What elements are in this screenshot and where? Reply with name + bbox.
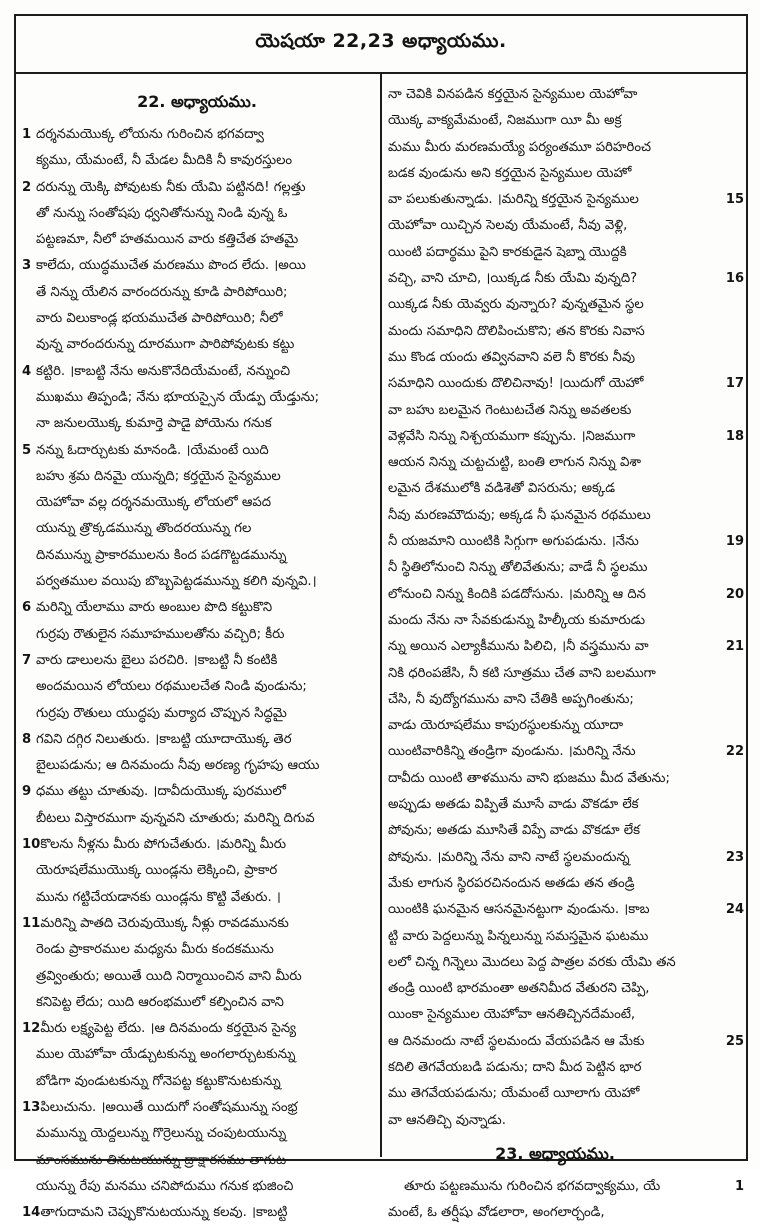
text-line xyxy=(22,359,372,385)
text-line: కదిలి తెగవేయబడి పడును; దాని మీద పెట్టిన భార xyxy=(388,1059,642,1075)
text-line: లలో చిన్న గిన్నెలు మొదలు పెద్ద పాత్రల వరకు యేమి తన xyxy=(388,954,676,970)
verse-number xyxy=(724,319,744,345)
text-line: తూరు పట్టణమును గురించిన భగవద్వాక్యము, యే xyxy=(404,1178,661,1194)
text-line xyxy=(22,306,372,332)
right-column-text xyxy=(388,82,722,1134)
line-text: వున్న వారందరున్ను దూరముగా పారిపోవుటకు కట్టు xyxy=(36,337,295,353)
text-line xyxy=(22,727,372,753)
text-line: న్ను అయిన ఎల్యాకీమును పిలిచి, ।నీ వస్త్రమును వా xyxy=(388,639,649,655)
text-line xyxy=(22,911,372,937)
verse-number xyxy=(724,398,744,424)
text-line: యెహోవా యిచ్చిన సెలవు యేమంటే, నీవు వెళ్లి, xyxy=(388,218,628,234)
verse-number: 17 xyxy=(725,376,744,392)
right-column-text-2 xyxy=(388,1174,722,1226)
verse-number: 16 xyxy=(725,271,744,287)
text-line: నీ స్థితిలోనుంచి నిన్ను తోలివేతును; వాడే నీ స్థలము xyxy=(388,560,648,576)
text-line xyxy=(22,1016,372,1042)
text-line: వెళ్లవేసి నిన్ను నిశ్చయముగా కప్పును. ।నిజముగా xyxy=(388,428,636,444)
verse-number xyxy=(724,976,744,1002)
line-text: ముఖము తిప్పండి; నేను భూయస్సైన యేడ్పు యేడ్తును; xyxy=(36,389,320,405)
text-line: మము మీరు మరణమయ్యే పర్యంతమూ పరిహరించ xyxy=(388,139,652,155)
verse-number xyxy=(724,766,744,792)
line-text: మీరు లక్ష్యపెట్ట లేదు. ।ఆ దినమందు కర్తయైన సైన్య xyxy=(40,1021,297,1037)
text-line: ఆ దినమందు నాటే స్థలమందు వేయపడిన ఆ మేకు xyxy=(388,1033,645,1049)
line-text: రెండు ప్రాకారముల మధ్యను మీరు కందకమును xyxy=(36,942,274,958)
text-line xyxy=(22,490,372,516)
text-line: తండ్రి యింటి భారమంతా అతనిమీద వేతురని చెప్పి, xyxy=(388,981,650,997)
text-line: నికి ధరింపజేసి, నీ కటి సూత్రము చేత వాని బలముగా xyxy=(388,665,656,681)
text-line: యిక్కడ నీకు యెవ్వరు వున్నారు? వున్నతమైన స్థల xyxy=(388,297,644,313)
text-line: యింటికి ఘనమైన ఆసనమైనట్టుగా వుండును. ।కాబ xyxy=(388,902,650,918)
text-line xyxy=(22,779,372,805)
line-text: కట్టిరి. ।కాబట్టి నేను అనుకొనేదియేమంటే, నన్నుంచి xyxy=(36,363,291,379)
text-line xyxy=(22,201,372,227)
line-text: పిలుచును. ।అయితే యిదుగో సంతోషమున్ను సంభ్ర xyxy=(40,1099,298,1115)
text-line xyxy=(22,990,372,1016)
line-text: ముల యెహోవా యేడ్చుటకున్ను అంగలార్చుటకున్ను xyxy=(36,1047,296,1063)
text-line xyxy=(22,1200,372,1226)
text-line xyxy=(22,595,372,621)
text-line: వా ఆనతిచ్చి వున్నాడు. xyxy=(388,1112,506,1128)
line-text: దరున్ను యెక్కి పోవుటకు నీకు యేమి పట్టినది! గల్లత్తు xyxy=(36,179,306,195)
line-text: కనిపెట్ట లేదు; యిది ఆరంభములో కల్పించిన వాని xyxy=(36,994,284,1010)
line-text: తో నున్ను సంతోషపు ధ్వనితోనున్ను నిండి వున్న ఓ xyxy=(36,205,288,221)
text-line xyxy=(22,516,372,542)
text-line xyxy=(22,438,372,464)
verse-number: 22 xyxy=(725,744,744,760)
text-line xyxy=(22,122,372,148)
text-line: మందు నేను నా సేవకుడున్ను హిల్కీయ కుమారుడు xyxy=(388,612,646,628)
text-line xyxy=(22,701,372,727)
line-text: దినమున్ను ప్రాకారములను కింద పడగొట్టడమున్ను xyxy=(36,547,287,563)
text-line xyxy=(22,937,372,963)
text-line xyxy=(22,753,372,779)
verse-number xyxy=(724,450,744,476)
text-line: నా చెవికి వినపడిన కర్తయైన సైన్యముల యెహోవా xyxy=(388,87,638,102)
text-line: ట్టి వారు పెద్దలున్ను పిన్నలున్ను సమస్తమైన ఘటము xyxy=(388,928,649,944)
text-line xyxy=(22,648,372,674)
line-text: గవిని దగ్గిర నిలుతురు. ।కాబట్టి యూదాయొక్క తెర xyxy=(36,731,292,747)
line-text: ధము తట్టు చూతువు. ।దావీదుయొక్క పురములో xyxy=(36,784,286,800)
verse-number: 25 xyxy=(725,1033,744,1049)
line-text: యెహోవా వల్ల దర్శనమయొక్క లోయలో ఆపద xyxy=(36,495,272,511)
verse-number: 11 xyxy=(22,915,41,931)
text-line: యింకా సైన్యముల యెహోవా ఆనతిచ్చినదేమంటే, xyxy=(388,1007,636,1023)
verse-number xyxy=(724,108,744,134)
text-line xyxy=(22,1148,372,1174)
column-divider xyxy=(380,74,382,1157)
verse-number: 20 xyxy=(725,586,744,602)
line-text: పట్టణమా, నీలో హతమయిన వారు కత్తిచేత హతమై xyxy=(36,232,299,248)
text-line: నీ యజమాని యింటికి సిగ్గుగా అగుపడును. ।నేను xyxy=(388,534,639,550)
verse-number: 3 xyxy=(22,258,32,274)
verse-number xyxy=(724,1108,744,1134)
text-line: యింటివారికిన్ని తండ్రిగా వుండును. ।మరిన్ని నేను xyxy=(388,744,636,760)
text-line: మంటే, ఓ తర్షీషు వోడలారా, అంగలార్చండి, xyxy=(388,1205,605,1221)
page-header: యెషయా 22,23 అధ్యాయము. xyxy=(14,14,748,74)
verse-number xyxy=(724,240,744,266)
line-text: యెరూషలేముయొక్క యిండ్లను లెక్కించి, ప్రాకార xyxy=(36,863,278,879)
line-text: పర్వతముల వయిపు బొబ్బపెట్టడమున్ను కలిగి వున్నవి.। xyxy=(36,574,317,590)
verse-number: 9 xyxy=(22,784,32,800)
verse-number: 24 xyxy=(725,902,744,918)
verse-number: 8 xyxy=(22,731,32,747)
verse-number: 7 xyxy=(22,652,32,668)
verse-number xyxy=(724,792,744,818)
line-text: త్రవ్వింతురు; అయితే యిది నిర్మాయించిన వాని మీరు xyxy=(36,968,302,984)
left-column xyxy=(22,82,372,1221)
text-line xyxy=(22,175,372,201)
text-line: వచ్చి, వాని చూచి, ।యిక్కడ నీకు యేమి వున్నది? xyxy=(388,271,638,287)
text-line xyxy=(22,858,372,884)
line-text: యున్ను రేపు మనము చనిపోదుము గనుక భుజించి xyxy=(36,1178,294,1194)
text-line xyxy=(22,806,372,832)
line-text: బోడిగా వుండుటకున్ను గోనెపట్ట కట్టుకొనుటకున్ను xyxy=(36,1073,281,1089)
text-line: ము తెగవేయపడును; యేమంటే యీలాగు యెహో xyxy=(388,1086,640,1102)
text-line: మేకు లాగున స్థిరపరచినందున అతడు తన తండ్రి xyxy=(388,875,635,891)
verse-number: 12 xyxy=(22,1021,41,1037)
verse-number: 23 xyxy=(725,849,744,865)
text-line xyxy=(22,227,372,253)
line-text: మును గట్టిచేయడానకు యిండ్లను కొట్టి వేతురు. । xyxy=(36,889,281,905)
text-line: బడక వుండును అని కర్తయైన సైన్యముల యెహో xyxy=(388,165,632,181)
verse-number xyxy=(724,345,744,371)
verse-number: 19 xyxy=(725,534,744,550)
text-line: పోవును. ।మరిన్ని నేను వాని నాటే స్థలమందున్న xyxy=(388,849,630,865)
chapter-heading-2: 23. అధ్యాయము. xyxy=(495,1143,615,1163)
text-line xyxy=(22,385,372,411)
text-line: మందు సమాధిని దొలిపించుకొని; తన కొరకు నివాస xyxy=(388,323,645,339)
text-line xyxy=(22,253,372,279)
line-text: మరిన్ని యేలాము వారు అంబుల పొది కట్టుకొని xyxy=(36,600,273,616)
text-line: లోనుంచి నిన్ను కిందికి పడదోసును. ।మరిన్ని ఆ దిన xyxy=(388,586,646,602)
text-line xyxy=(22,1095,372,1121)
right-column xyxy=(388,82,722,1221)
text-line: సమాధిని యిందుకు దొలిచినావు! ।యిదుగో యెహో xyxy=(388,376,644,392)
line-text: కాలేదు, యుద్ధముచేత మరణము పొంద లేదు. ।అయి xyxy=(36,258,306,274)
verse-number xyxy=(724,713,744,739)
text-line xyxy=(22,1121,372,1147)
verse-number xyxy=(724,1002,744,1028)
text-line: ము కొండ యందు తవ్వినవాని వలె నీ కొరకు నీవు xyxy=(388,349,636,365)
text-line xyxy=(22,148,372,174)
text-line xyxy=(22,569,372,595)
verse-number: 5 xyxy=(22,442,32,458)
verse-number xyxy=(724,82,744,108)
text-line xyxy=(22,832,372,858)
line-text: తే నిన్ను యేలిన వారందరున్ను కూడి పారిపోయిరి; xyxy=(36,284,288,300)
verse-number xyxy=(724,1200,744,1226)
verse-number xyxy=(724,924,744,950)
line-text: గుర్రపు రౌతులు యుద్ధపు మర్యాద చొప్పున సిద్ధమై xyxy=(36,705,287,721)
verse-number xyxy=(724,135,744,161)
chapter-heading: 22. అధ్యాయము. xyxy=(137,92,257,111)
text-line: పోవును; అతడు మూసితే విప్పే వాడు వొకడూ లేక xyxy=(388,823,640,839)
line-text: బైలుపడును; ఆ దినమందు నీవు అరణ్య గృహపు ఆయు xyxy=(36,758,320,774)
verse-number: 18 xyxy=(725,428,744,444)
verse-number xyxy=(724,818,744,844)
text-line xyxy=(22,543,372,569)
text-line xyxy=(22,964,372,990)
verse-number xyxy=(724,950,744,976)
verse-number: 1 xyxy=(734,1178,744,1194)
text-line xyxy=(22,674,372,700)
line-text: మమున్ను యెద్దలున్ను గొర్రెలున్ను చంపుటయున్ను xyxy=(36,1126,287,1142)
verse-number xyxy=(724,1081,744,1107)
verse-number: 4 xyxy=(22,363,32,379)
verse-number xyxy=(724,213,744,239)
verse-number xyxy=(724,503,744,529)
verse-number xyxy=(724,687,744,713)
verse-number xyxy=(724,476,744,502)
text-line: చేసి, నీ వుద్యోగమును వాని చేతికి అప్పగింతును; xyxy=(388,691,634,707)
verse-number: 15 xyxy=(725,192,744,208)
text-line xyxy=(22,280,372,306)
verse-number: 10 xyxy=(22,837,41,853)
line-text: కొలను నీళ్లను మీరు పోగుచేతురు. ।మరిన్ని మీరు xyxy=(40,837,287,853)
verse-number: 21 xyxy=(725,639,744,655)
verse-number: 2 xyxy=(22,179,32,195)
text-line xyxy=(22,622,372,648)
text-line: అప్పుడు అతడు విప్పితే మూసే వాడు వొకడూ లేక xyxy=(388,797,639,813)
line-text: వారు డాలులను బైలు పరచిరి. ।కాబట్టి నీ కంటికి xyxy=(36,652,278,668)
text-line: వాడు యెరూషలేము కాపురస్థులకున్ను యూదా xyxy=(388,718,624,734)
line-text: తాగుదామని చెప్పుకొనుటయున్ను కలవు. ।కాబట్టి xyxy=(40,1205,288,1221)
line-text: నా జనులయొక్క కుమార్తె పాడై పోయెను గనుక xyxy=(36,416,272,432)
text-line xyxy=(22,1174,372,1200)
verse-number xyxy=(724,608,744,634)
line-text: మరిన్ని పాతది చెరువుయొక్క నీళ్లు రావడమునకు xyxy=(40,915,289,931)
verse-number xyxy=(724,555,744,581)
text-line: దావీదు యింటి తాళమును వాని భుజము మీద వేతును; xyxy=(388,770,670,786)
text-line xyxy=(22,1069,372,1095)
verse-number xyxy=(724,161,744,187)
text-line: యింటి పదార్థము పైని కారకుడైన షెబ్నా యొద్దకి xyxy=(388,244,627,260)
text-line xyxy=(22,411,372,437)
line-text: మాంసమును తినుటయున్ను ద్రాక్షారసము తాగుట xyxy=(36,1152,287,1168)
verse-number xyxy=(724,871,744,897)
line-text: అందమయిన లోయలు రథములచేత నిండి వుండును; xyxy=(36,679,307,695)
line-text: క్యము, యేమంటే, నీ మేడల మీదికి నీ కావురస్తులం xyxy=(36,153,293,169)
line-text: గుర్రపు రౌతులైన సమూహములతోను వచ్చిరి; కీరు xyxy=(36,626,285,642)
line-text: నన్ను ఓదార్చుటకు మానండి. ।యేమంటే యిది xyxy=(36,442,269,458)
verse-number xyxy=(724,292,744,318)
line-text: యున్ను త్రొక్కడమున్ను తొందరయున్ను గల xyxy=(36,521,252,537)
text-line: యొక్క వాక్యమేమంటే, నిజముగా యీ మీ అక్ర xyxy=(388,113,622,129)
verse-number xyxy=(724,661,744,687)
line-text: బహు శ్రమ దినమై యున్నది; కర్తయైన సైన్యముల xyxy=(36,468,281,484)
text-line xyxy=(22,1042,372,1068)
verse-number xyxy=(724,1055,744,1081)
line-text: బీటలు విస్తారముగా వున్నవని చూతురు; మరిన్ని దిగువ xyxy=(36,810,315,826)
right-verse-numbers xyxy=(724,82,744,1194)
line-text: వారు విలుకాండ్ల భయముచేత పారిపోయిరి; నీలో xyxy=(36,311,283,327)
verse-number: 13 xyxy=(22,1099,41,1115)
text-line: లమైన దేశములోకి వడిశెతో విసరును; అక్కడ xyxy=(388,481,616,497)
text-line xyxy=(22,885,372,911)
verse-number: 6 xyxy=(22,600,32,616)
text-line: వా పలుకుతున్నాడు. ।మరిన్ని కర్తయైన సైన్యముల xyxy=(388,192,639,208)
text-line xyxy=(22,332,372,358)
text-line xyxy=(22,464,372,490)
text-line: వా బహు బలమైన గెంటుటచేత నిన్ను అవతలకు xyxy=(388,402,632,418)
text-line: నీవు మరణమౌదువు; అక్కడ నీ ఘనమైన రథములు xyxy=(388,507,651,523)
verse-number: 14 xyxy=(22,1205,41,1221)
text-line: ఆయన నిన్ను చుట్టచుట్టి, బంతి లాగున నిన్ను విశా xyxy=(388,455,641,471)
verse-number: 1 xyxy=(22,127,32,142)
line-text: దర్శనమయొక్క లోయను గురించిన భగవద్వా xyxy=(36,127,264,142)
left-column-text xyxy=(22,122,372,1226)
